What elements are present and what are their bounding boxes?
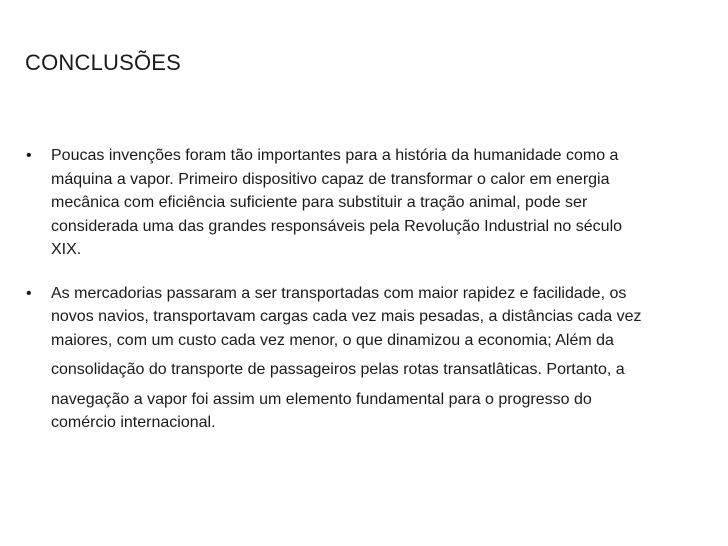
text-line: considerada uma das grandes responsáveis pela Revolução Industrial no século	[51, 217, 623, 235]
bullet-item	[26, 144, 716, 262]
bullet-dot-icon: •	[26, 147, 32, 164]
text-line: mecânica com eficiência suficiente para substituir a tração animal, pode ser	[51, 194, 588, 211]
text-line: consolidação do transporte de passageiros pelas rotas transatlâticas. Portanto, a	[51, 361, 625, 378]
text-line: XIX.	[51, 241, 82, 258]
text-line: máquina a vapor. Primeiro dispositivo capaz de transformar o calor em energia	[51, 170, 610, 188]
bullet-dot-icon: •	[26, 284, 32, 302]
slide-title: CONCLUSÕES	[25, 50, 182, 75]
bullet-text	[51, 144, 622, 262]
bullet-list	[26, 144, 716, 435]
text-line: novos navios, transportavam cargas cada vez mais pesadas, a distâncias cada vez	[51, 308, 642, 325]
text-line: Poucas invenções foram tão importantes para a história da humanidade como a	[51, 147, 619, 164]
text-line: As mercadorias passaram a ser transportadas com maior rapidez e facilidade, os	[51, 284, 627, 302]
bullet-item	[26, 282, 716, 435]
text-line: maiores, com um custo cada vez menor, o que dinamizou a economia; Além da	[51, 331, 614, 349]
text-line: navegação a vapor foi assim um elemento fundamental para o progresso do	[51, 390, 592, 408]
text-line: comércio internacional.	[51, 414, 216, 431]
bullet-text	[51, 282, 642, 435]
